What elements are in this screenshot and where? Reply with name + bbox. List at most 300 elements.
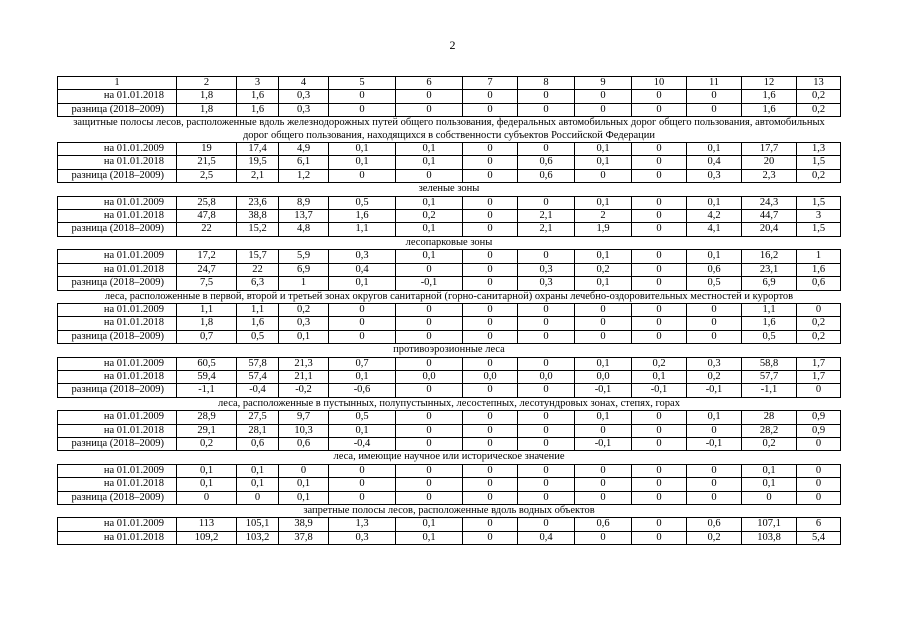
table-cell: 0,1: [279, 491, 329, 504]
page-number: 2: [449, 38, 456, 52]
table-cell: 0: [575, 491, 632, 504]
table-cell: -1,1: [177, 384, 237, 397]
table-cell: 0: [396, 303, 463, 316]
table-cell: 0: [797, 478, 841, 491]
table-cell: 0: [518, 464, 575, 477]
table-cell: 0,4: [687, 156, 742, 169]
table-cell: 38,8: [237, 210, 279, 223]
table-cell: 0,6: [237, 437, 279, 450]
table-cell: 0: [329, 330, 396, 343]
table-cell: 0,1: [329, 370, 396, 383]
table-cell: 109,2: [177, 531, 237, 544]
table-cell: 1,1: [742, 303, 797, 316]
table-cell: 0: [463, 424, 518, 437]
row-label: разница (2018–2009): [58, 491, 177, 504]
table-cell: 0: [463, 478, 518, 491]
table-cell: 0: [518, 437, 575, 450]
table-cell: 0: [463, 277, 518, 290]
table-cell: 105,1: [237, 518, 279, 531]
table-row: [58, 424, 841, 437]
table-cell: 0,1: [329, 143, 396, 156]
table-cell: 0,3: [329, 531, 396, 544]
table-cell: 1,6: [237, 103, 279, 116]
table-cell: 0: [396, 491, 463, 504]
section-row: [58, 290, 841, 303]
table-cell: 0: [518, 411, 575, 424]
table-cell: 1,1: [177, 303, 237, 316]
table-cell: 24,3: [742, 196, 797, 209]
table-cell: 1,6: [329, 210, 396, 223]
table-cell: 0,6: [279, 437, 329, 450]
table-cell: 0: [797, 384, 841, 397]
table-cell: 0: [518, 196, 575, 209]
table-cell: 0: [632, 223, 687, 236]
table-cell: 0: [177, 491, 237, 504]
table-cell: 0,1: [396, 196, 463, 209]
table-cell: 0,1: [177, 464, 237, 477]
table-cell: 0: [632, 263, 687, 276]
table-cell: 16,2: [742, 250, 797, 263]
table-cell: 0: [632, 196, 687, 209]
table-cell: 0,2: [797, 90, 841, 103]
table-cell: 38,9: [279, 518, 329, 531]
table-cell: 0: [329, 303, 396, 316]
table-row: [58, 90, 841, 103]
table-cell: 0,1: [177, 478, 237, 491]
table-cell: 0: [575, 317, 632, 330]
table-cell: 0,1: [687, 196, 742, 209]
section-title: леса, расположенные в первой, второй и третьей зонах округов санитарной (горно-санитарной) охраны лечебно-оздоровительных местностей и курортов: [58, 290, 841, 303]
table-cell: 0: [575, 478, 632, 491]
table-cell: -0,1: [687, 384, 742, 397]
table-cell: 21,1: [279, 370, 329, 383]
table-cell: 0: [463, 411, 518, 424]
table-cell: 24,7: [177, 263, 237, 276]
table-cell: -0,1: [632, 384, 687, 397]
table-cell: 0: [518, 384, 575, 397]
table-cell: 7,5: [177, 277, 237, 290]
column-header: 11: [687, 77, 742, 90]
row-label: на 01.01.2018: [58, 478, 177, 491]
table-cell: 0,2: [687, 370, 742, 383]
table-cell: 0,2: [797, 103, 841, 116]
table-cell: 0: [396, 411, 463, 424]
table-cell: 0: [237, 491, 279, 504]
table-cell: 10,3: [279, 424, 329, 437]
table-cell: 21,5: [177, 156, 237, 169]
table-cell: 1: [279, 277, 329, 290]
table-cell: 0,6: [687, 263, 742, 276]
table-cell: 0,0: [463, 370, 518, 383]
table-cell: 0: [463, 210, 518, 223]
column-header: 10: [632, 77, 687, 90]
table-row: [58, 464, 841, 477]
table-cell: 1,5: [797, 196, 841, 209]
table-cell: 0,1: [279, 478, 329, 491]
table-row: [58, 437, 841, 450]
table-cell: 0: [687, 464, 742, 477]
table-cell: 28,9: [177, 411, 237, 424]
table-cell: 0: [329, 464, 396, 477]
table-cell: 28,2: [742, 424, 797, 437]
table-cell: 0,2: [687, 531, 742, 544]
table-cell: 22: [237, 263, 279, 276]
row-label: на 01.01.2009: [58, 303, 177, 316]
table-cell: 0: [463, 518, 518, 531]
table-cell: 0,3: [687, 357, 742, 370]
table-cell: 0: [463, 90, 518, 103]
table-cell: 1,6: [237, 317, 279, 330]
table-cell: 0,0: [575, 370, 632, 383]
table-row: [58, 303, 841, 316]
table-cell: 0,6: [687, 518, 742, 531]
table-cell: 0: [396, 478, 463, 491]
table-cell: 1,5: [797, 223, 841, 236]
table-cell: 0,1: [575, 411, 632, 424]
table-cell: 0: [463, 196, 518, 209]
table-cell: 0: [687, 424, 742, 437]
table-cell: 0,2: [177, 437, 237, 450]
table-cell: 0,1: [329, 277, 396, 290]
table-cell: 0,1: [396, 156, 463, 169]
table-cell: 103,8: [742, 531, 797, 544]
table-cell: 0: [463, 103, 518, 116]
table-cell: 0,3: [687, 169, 742, 182]
table-row: [58, 169, 841, 182]
table-cell: 0,1: [237, 464, 279, 477]
table-cell: 0,3: [279, 103, 329, 116]
table-cell: 0,1: [279, 330, 329, 343]
table-cell: 0,5: [329, 411, 396, 424]
table-cell: 19,5: [237, 156, 279, 169]
table-cell: 0: [632, 250, 687, 263]
table-cell: 0: [329, 169, 396, 182]
table-cell: 0: [632, 464, 687, 477]
table-cell: -0,1: [575, 384, 632, 397]
table-cell: 23,6: [237, 196, 279, 209]
table-cell: 0: [687, 303, 742, 316]
table-cell: 0,7: [329, 357, 396, 370]
table-cell: 0: [463, 223, 518, 236]
section-row: [58, 505, 841, 518]
row-label: разница (2018–2009): [58, 437, 177, 450]
table-cell: 0: [632, 437, 687, 450]
row-label: на 01.01.2009: [58, 357, 177, 370]
section-row: [58, 451, 841, 464]
column-header: 13: [797, 77, 841, 90]
table-cell: 0,1: [237, 478, 279, 491]
table-cell: 0: [632, 303, 687, 316]
table-cell: 0,1: [742, 478, 797, 491]
table-cell: 17,2: [177, 250, 237, 263]
table-cell: 17,7: [742, 143, 797, 156]
table-row: [58, 370, 841, 383]
table-cell: 0: [329, 478, 396, 491]
section-title: запретные полосы лесов, расположенные вдоль водных объектов: [58, 505, 841, 518]
table-cell: 0: [632, 478, 687, 491]
table-cell: 0,1: [396, 250, 463, 263]
table-cell: 0: [518, 518, 575, 531]
table-cell: 28: [742, 411, 797, 424]
table-cell: 28,1: [237, 424, 279, 437]
table-cell: 0,1: [396, 223, 463, 236]
table-cell: 44,7: [742, 210, 797, 223]
table-cell: 5,4: [797, 531, 841, 544]
table-cell: 0: [632, 90, 687, 103]
row-label: разница (2018–2009): [58, 330, 177, 343]
row-label: на 01.01.2018: [58, 156, 177, 169]
row-label: разница (2018–2009): [58, 103, 177, 116]
table-cell: -0,4: [237, 384, 279, 397]
table-cell: 107,1: [742, 518, 797, 531]
row-label: на 01.01.2009: [58, 518, 177, 531]
table-row: [58, 210, 841, 223]
table-cell: 0: [463, 169, 518, 182]
table-cell: 0: [518, 357, 575, 370]
table-row: [58, 223, 841, 236]
table-cell: 0,3: [518, 263, 575, 276]
table-cell: 0: [329, 103, 396, 116]
table-cell: 0: [632, 169, 687, 182]
table-row: [58, 103, 841, 116]
table-cell: 2: [575, 210, 632, 223]
table-cell: 29,1: [177, 424, 237, 437]
table-cell: 0: [632, 277, 687, 290]
row-label: разница (2018–2009): [58, 384, 177, 397]
row-label: на 01.01.2018: [58, 317, 177, 330]
table-cell: 57,8: [237, 357, 279, 370]
row-label: на 01.01.2018: [58, 370, 177, 383]
table-cell: 1,6: [742, 103, 797, 116]
table-cell: 1,8: [177, 317, 237, 330]
table-cell: 0: [575, 424, 632, 437]
column-header: 12: [742, 77, 797, 90]
table-cell: 58,8: [742, 357, 797, 370]
table-cell: 0: [687, 478, 742, 491]
row-label: на 01.01.2009: [58, 196, 177, 209]
table-cell: 0: [687, 330, 742, 343]
table-cell: 0,6: [518, 169, 575, 182]
section-title: защитные полосы лесов, расположенные вдоль железнодорожных путей общего пользования, федеральных автомобильных дорог общего пользования, автомобильных дорог общего пользования, находящихся в собственности субъектов Российской Федерации: [58, 117, 841, 143]
table-cell: 4,8: [279, 223, 329, 236]
table-cell: 27,5: [237, 411, 279, 424]
table-cell: 6,9: [742, 277, 797, 290]
table-cell: 2,1: [237, 169, 279, 182]
table-row: [58, 411, 841, 424]
table-cell: 0: [797, 491, 841, 504]
table-cell: 0,9: [797, 424, 841, 437]
table-cell: 0: [632, 531, 687, 544]
table-row: [58, 384, 841, 397]
column-header: 6: [396, 77, 463, 90]
table-cell: 0: [279, 464, 329, 477]
table-cell: 0,1: [687, 143, 742, 156]
table-cell: 0,9: [797, 411, 841, 424]
row-label: на 01.01.2009: [58, 143, 177, 156]
table-cell: 0: [518, 143, 575, 156]
table-row: [58, 478, 841, 491]
table-cell: 1,6: [742, 317, 797, 330]
table-cell: 0: [396, 424, 463, 437]
table-cell: 13,7: [279, 210, 329, 223]
table-cell: 0: [518, 330, 575, 343]
table-cell: 15,7: [237, 250, 279, 263]
table-cell: 0: [518, 424, 575, 437]
row-label: на 01.01.2018: [58, 531, 177, 544]
table-cell: 0: [396, 103, 463, 116]
row-label: на 01.01.2009: [58, 411, 177, 424]
table-cell: 6,3: [237, 277, 279, 290]
row-label: на 01.01.2018: [58, 263, 177, 276]
table-cell: -0,1: [687, 437, 742, 450]
table-cell: 0,0: [396, 370, 463, 383]
table-row: [58, 196, 841, 209]
table-cell: 0,1: [575, 143, 632, 156]
table-cell: 0,3: [279, 317, 329, 330]
header-row: [58, 77, 841, 90]
table-cell: 2,1: [518, 223, 575, 236]
row-label: на 01.01.2018: [58, 90, 177, 103]
table-row: [58, 156, 841, 169]
table-cell: 57,4: [237, 370, 279, 383]
row-label: на 01.01.2018: [58, 210, 177, 223]
forest-data-table: [57, 76, 841, 545]
table-cell: 0,2: [279, 303, 329, 316]
table-cell: 0,3: [279, 90, 329, 103]
table-row: [58, 330, 841, 343]
table-cell: 0: [575, 464, 632, 477]
table-cell: 0: [518, 491, 575, 504]
table-cell: 0,6: [797, 277, 841, 290]
table-cell: 59,4: [177, 370, 237, 383]
table-cell: 0: [396, 169, 463, 182]
table-cell: 47,8: [177, 210, 237, 223]
table-cell: 0: [632, 156, 687, 169]
table-cell: 0: [463, 464, 518, 477]
section-title: зеленые зоны: [58, 183, 841, 196]
table-cell: 0: [396, 330, 463, 343]
table-cell: 0: [463, 250, 518, 263]
table-cell: 1,6: [797, 263, 841, 276]
column-header: 7: [463, 77, 518, 90]
table-cell: 37,8: [279, 531, 329, 544]
table-cell: 0: [463, 491, 518, 504]
table-cell: 15,2: [237, 223, 279, 236]
table-row: [58, 277, 841, 290]
table-cell: 2,3: [742, 169, 797, 182]
table-cell: 1,7: [797, 370, 841, 383]
table-cell: 0: [463, 357, 518, 370]
table-cell: 0,2: [742, 437, 797, 450]
table-cell: 0: [396, 464, 463, 477]
table-cell: -0,6: [329, 384, 396, 397]
table-cell: 0,3: [518, 277, 575, 290]
table-cell: 0,1: [575, 250, 632, 263]
table-cell: 0,2: [797, 169, 841, 182]
table-cell: 6,9: [279, 263, 329, 276]
table-cell: 0: [463, 156, 518, 169]
table-cell: 0: [687, 90, 742, 103]
table-cell: 0: [632, 424, 687, 437]
table-row: [58, 357, 841, 370]
table-cell: 0,1: [687, 250, 742, 263]
table-cell: 0,2: [797, 330, 841, 343]
table-cell: 0: [575, 90, 632, 103]
table-cell: 25,8: [177, 196, 237, 209]
table-cell: 0: [463, 143, 518, 156]
table-cell: 0: [518, 317, 575, 330]
row-label: разница (2018–2009): [58, 223, 177, 236]
table-cell: 4,2: [687, 210, 742, 223]
table-cell: -0,4: [329, 437, 396, 450]
table-cell: 57,7: [742, 370, 797, 383]
table-cell: 1,3: [797, 143, 841, 156]
table-cell: 0: [329, 90, 396, 103]
table-cell: 0: [518, 103, 575, 116]
table-cell: 0: [518, 303, 575, 316]
table-cell: 0: [797, 437, 841, 450]
row-label: разница (2018–2009): [58, 277, 177, 290]
table-cell: 0,6: [575, 518, 632, 531]
table-cell: 1,6: [742, 90, 797, 103]
table-cell: 6: [797, 518, 841, 531]
table-cell: 0: [396, 90, 463, 103]
table-cell: 0: [575, 531, 632, 544]
table-cell: 0: [329, 491, 396, 504]
table-cell: 0,1: [575, 156, 632, 169]
table-cell: 0,1: [396, 531, 463, 544]
table-cell: 0,6: [518, 156, 575, 169]
table-cell: 4,9: [279, 143, 329, 156]
table-cell: 0,1: [687, 411, 742, 424]
table-cell: 8,9: [279, 196, 329, 209]
table-cell: 1,1: [237, 303, 279, 316]
table-cell: 0: [632, 330, 687, 343]
table-cell: 4,1: [687, 223, 742, 236]
table-cell: 0,5: [687, 277, 742, 290]
section-title: противоэрозионные леса: [58, 344, 841, 357]
table-row: [58, 518, 841, 531]
table-cell: 2,5: [177, 169, 237, 182]
table-cell: 1,2: [279, 169, 329, 182]
table-cell: 0: [575, 169, 632, 182]
table-cell: 0: [632, 411, 687, 424]
column-header: 4: [279, 77, 329, 90]
table-cell: 0,4: [518, 531, 575, 544]
table-cell: 0: [575, 303, 632, 316]
table-cell: 0,1: [575, 357, 632, 370]
table-cell: 1,1: [329, 223, 396, 236]
table-cell: 19: [177, 143, 237, 156]
table-cell: 6,1: [279, 156, 329, 169]
table-cell: 20: [742, 156, 797, 169]
table-cell: 0: [632, 491, 687, 504]
table-cell: 0: [463, 330, 518, 343]
table-cell: 103,2: [237, 531, 279, 544]
table-cell: 0,0: [518, 370, 575, 383]
table-cell: -0,2: [279, 384, 329, 397]
table-cell: 0,5: [742, 330, 797, 343]
section-row: [58, 236, 841, 249]
table-cell: 0: [575, 330, 632, 343]
table-cell: 0: [463, 303, 518, 316]
table-cell: 0: [742, 491, 797, 504]
table-cell: -0,1: [575, 437, 632, 450]
table-cell: 0,5: [329, 196, 396, 209]
row-label: на 01.01.2009: [58, 464, 177, 477]
table-cell: 0: [797, 303, 841, 316]
section-title: леса, расположенные в пустынных, полупустынных, лесостепных, лесотундровых зонах, степях, горах: [58, 397, 841, 410]
